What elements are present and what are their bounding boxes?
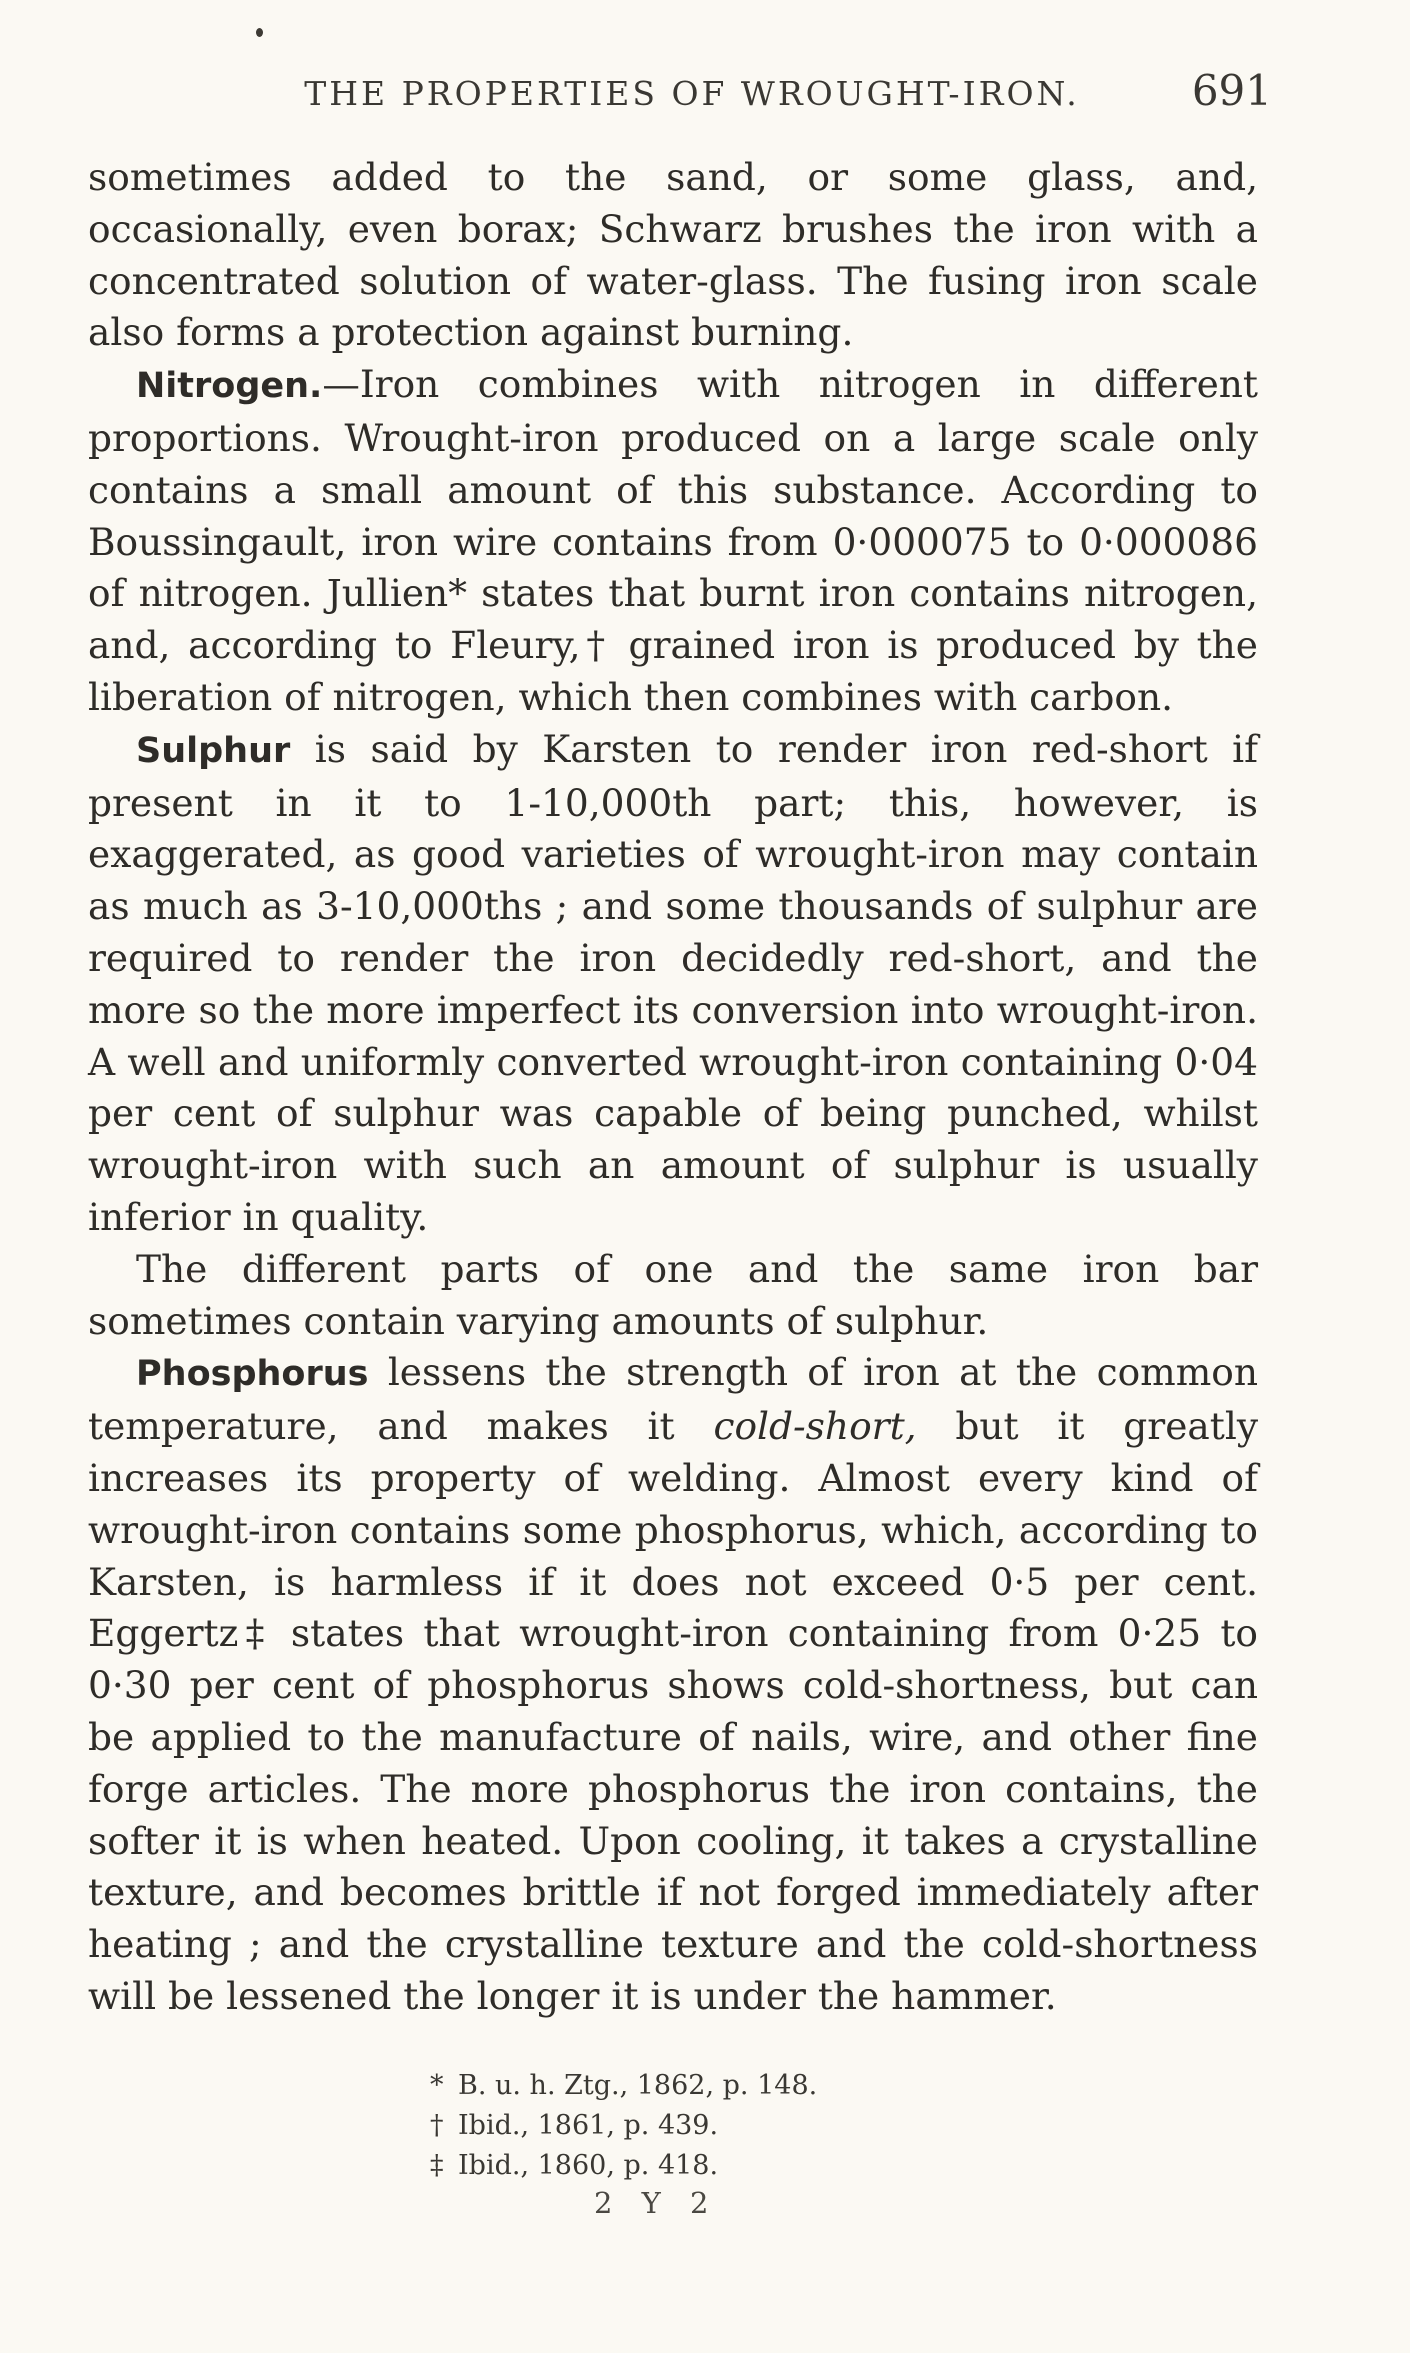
footnote-text: B. u. h. Ztg., 1862, p. 148.: [458, 2070, 818, 2101]
page-number: 691: [1191, 66, 1272, 115]
italic-term: cold-short,: [713, 1404, 917, 1449]
paragraph-sand-continuation: [88, 152, 1258, 359]
paragraph-nitrogen: [88, 359, 1258, 724]
footnote-text: Ibid., 1860, p. 418.: [458, 2150, 719, 2181]
signature-mark: 2 Y 2: [594, 2186, 719, 2220]
footnotes: [430, 2066, 817, 2186]
footnote: [430, 2146, 817, 2186]
footnote-mark: ‡: [430, 2150, 444, 2181]
footnote: [430, 2106, 817, 2146]
paragraph-text: —Iron combines with nitrogen in different proportions. Wrought-iron produced on a large scale only contains a small amount of this substance. According to Boussingault, iron wire contains from 0·000075 to 0·000086 of nitrogen. Jullien* states that burnt iron contains nitrogen, and, according to Fleury,† grained iron is produced by the liberation of nitrogen, which then combines with carbon.: [88, 362, 1258, 719]
paragraph-text: is said by Karsten to render iron red-short if present in it to 1-10,000th part; this, however, is exaggerated, as good varieties of wrought-iron may contain as much as 3-10,000ths ; and some thousands of sulphur are required to render the iron decidedly red-short, and the more so the more imperfect its conversion into wrought-iron. A well and uniformly converted wrought-iron containing 0·04 per cent of sulphur was capable of being punched, whilst wrought-iron with such an amount of sulphur is usually inferior in quality.: [88, 726, 1258, 1239]
paragraph-lead-phosphorus: Phosphorus: [136, 1354, 369, 1395]
running-title: THE PROPERTIES OF WROUGHT-IRON.: [304, 74, 1080, 113]
footnote-mark: †: [430, 2110, 444, 2141]
paragraph-text: lessens the strength of iron at the common temperature, and makes it: [88, 1350, 1258, 1449]
footnote: [430, 2066, 817, 2106]
paragraph-sulphur: [88, 724, 1258, 1244]
body-text: [88, 152, 1258, 2023]
ink-speck: [256, 28, 263, 37]
footnote-text: Ibid., 1861, p. 439.: [458, 2110, 719, 2141]
footnote-mark: *: [430, 2070, 444, 2101]
paragraph-text: but it greatly increases its property of welding. Almost every kind of wrought-iron contains some phosphorus, which, according to Karsten, is harmless if it does not exceed 0·5 per cent. Eggertz‡ states that wrought-iron containing from 0·25 to 0·30 per cent of phosphorus shows cold-shortness, but can be applied to the manufacture of nails, wire, and other fine forge articles. The more phosphorus the iron contains, the softer it is when heated. Upon cooling, it takes a crystalline texture, and becomes brittle if not forged immediately after heating ; and the crystalline texture and the cold-shortness will be lessened the longer it is under the hammer.: [88, 1404, 1259, 2018]
page-header: [112, 66, 1272, 116]
paragraph-text: sometimes added to the sand, or some glass, and, occasionally, even borax; Schwarz brushes the iron with a concentrated solution of water-glass. The fusing iron scale also forms a protection against burning.: [88, 155, 1258, 355]
paragraph-text: The different parts of one and the same iron bar sometimes contain varying amounts of sulphur.: [88, 1246, 1258, 1343]
paragraph-phosphorus: [88, 1347, 1258, 2022]
paragraph-lead-sulphur: Sulphur: [136, 730, 291, 771]
paragraph-sulphur-variation: [88, 1244, 1258, 1348]
paragraph-lead-nitrogen: Nitrogen.: [136, 366, 323, 407]
